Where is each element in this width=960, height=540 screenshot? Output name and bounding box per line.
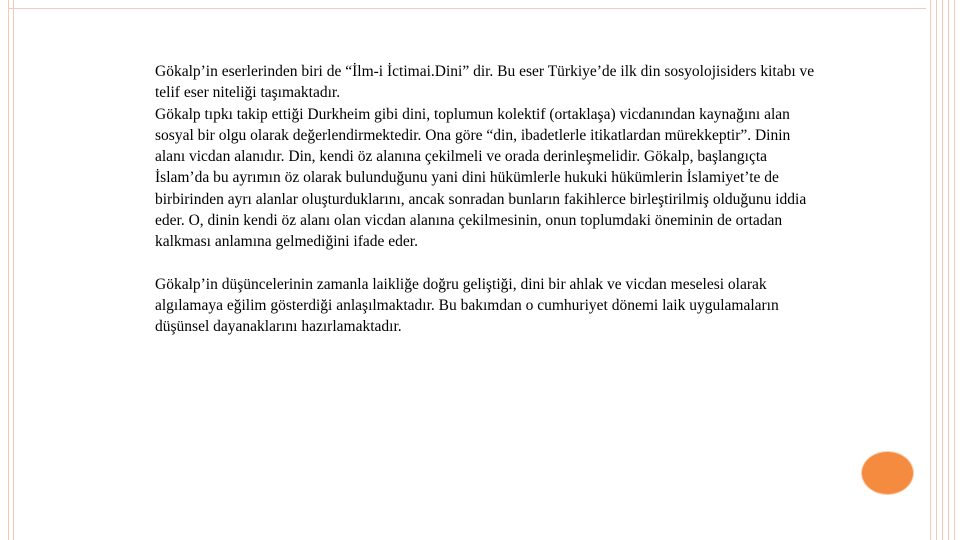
left-border-decoration bbox=[8, 0, 14, 540]
paragraph-1: Gökalp’in eserlerinden biri de “İlm-i İctimai.Dini” dir. Bu eser Türkiye’de ilk din sosyolojisiders kitabı ve telif eser niteliği taşımaktadır. bbox=[155, 63, 815, 102]
right-border-decoration bbox=[926, 0, 960, 540]
orange-circle-decoration bbox=[861, 451, 914, 495]
top-border-line bbox=[8, 8, 926, 9]
slide-body-text bbox=[155, 61, 815, 338]
paragraph-3: Gökalp’in düşüncelerinin zamanla laikliğe doğru geliştiği, dini bir ahlak ve vicdan meselesi olarak algılamaya eğilim gösterdiği anlaşılmaktadır. Bu bakımdan o cumhuriyet dönemi laik uygulamaların düşünsel dayanaklarını hazırlamaktadır. bbox=[155, 275, 779, 336]
paragraph-2: Gökalp tıpkı takip ettiği Durkheim gibi dini, toplumun kolektif (ortaklaşa) vicdanından kaynağını alan sosyal bir olgu olarak değerlendirmektedir. Ona göre “din, ibadetlerle itikatlardan mürekkeptir”. Dinin alanı vicdan alanıdır. Din, kendi öz alanına çekilmeli ve orada derinleşmelidir. Gökalp, başlangıçta İslam’da bu ayrımın öz olarak bulunduğunu yani dini hükümlerle hukuki hükümlerin İslamiyet’te de birbirinden ayrı alanlar oluşturduklarını, ancak sonradan bunların fakihlerce birleştirilmiş olduğunu iddia eder. O, dinin kendi öz alanı olan vicdan alanına çekilmesinin, onun toplumdaki öneminin de ortadan kalkması anlamına gelmediğini ifade eder. bbox=[155, 105, 807, 251]
